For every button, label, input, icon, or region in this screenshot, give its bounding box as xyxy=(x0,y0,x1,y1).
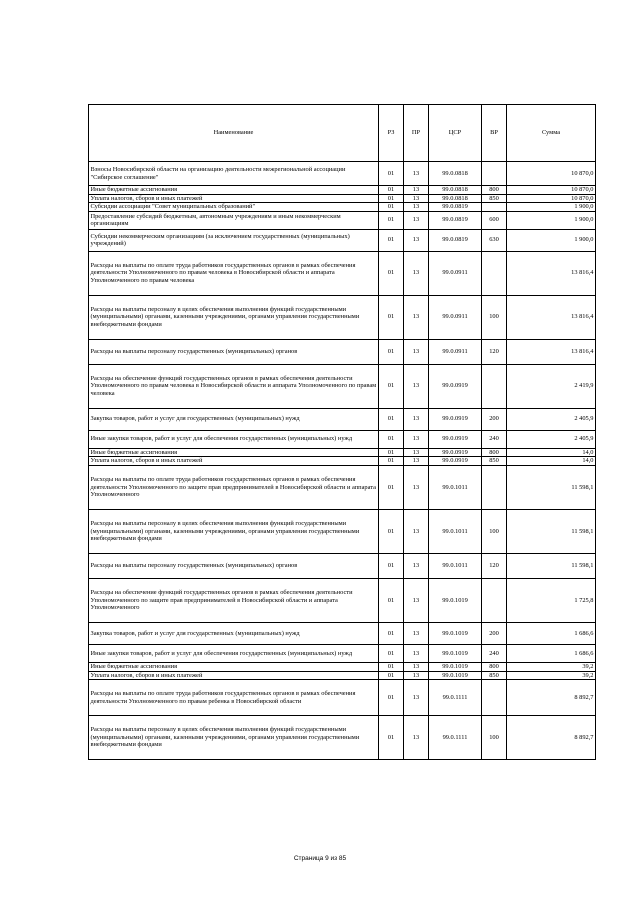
cell-rz: 01 xyxy=(379,203,404,212)
cell-rz: 01 xyxy=(379,211,404,229)
cell-name: Расходы на выплаты персоналу государственных (муниципальных) органов xyxy=(89,553,379,578)
cell-sum: 10 870,0 xyxy=(507,194,596,203)
cell-rz: 01 xyxy=(379,509,404,553)
cell-csr: 99.0.0919 xyxy=(429,408,482,430)
cell-sum: 1 900,0 xyxy=(507,203,596,212)
cell-csr: 99.0.0919 xyxy=(429,457,482,466)
cell-rz: 01 xyxy=(379,162,404,186)
cell-pr: 13 xyxy=(404,194,429,203)
cell-sum: 1 725,8 xyxy=(507,578,596,622)
cell-sum: 2 405,9 xyxy=(507,408,596,430)
cell-vr: 850 xyxy=(482,671,507,680)
cell-sum: 1 900,0 xyxy=(507,211,596,229)
cell-rz: 01 xyxy=(379,457,404,466)
page-number: Страница 9 из 85 xyxy=(293,855,347,862)
cell-pr: 13 xyxy=(404,465,429,509)
cell-csr: 99.0.0919 xyxy=(429,448,482,457)
cell-vr xyxy=(482,465,507,509)
cell-name: Расходы на выплаты персоналу государственных (муниципальных) органов xyxy=(89,339,379,364)
cell-sum: 14,0 xyxy=(507,457,596,466)
cell-pr: 13 xyxy=(404,211,429,229)
table-row xyxy=(89,339,596,364)
cell-csr: 99.0.0819 xyxy=(429,211,482,229)
table-row xyxy=(89,194,596,203)
cell-vr: 200 xyxy=(482,408,507,430)
cell-name: Иные бюджетные ассигнования xyxy=(89,662,379,671)
table-row xyxy=(89,229,596,251)
cell-name: Расходы на обеспечение функций государственных органов в рамках обеспечения деятельности Уполномоченного по защите прав предпринимателей в Новосибирской области и аппарата Уполномоченного xyxy=(89,578,379,622)
cell-rz: 01 xyxy=(379,339,404,364)
cell-pr: 13 xyxy=(404,644,429,662)
cell-sum: 39,2 xyxy=(507,662,596,671)
cell-pr: 13 xyxy=(404,364,429,408)
table-header-row xyxy=(89,105,596,162)
cell-vr: 120 xyxy=(482,339,507,364)
table-row xyxy=(89,578,596,622)
cell-rz: 01 xyxy=(379,578,404,622)
table-row xyxy=(89,671,596,680)
cell-csr: 99.0.0911 xyxy=(429,295,482,339)
cell-vr: 100 xyxy=(482,509,507,553)
table-row xyxy=(89,251,596,295)
cell-name: Иные бюджетные ассигнования xyxy=(89,448,379,457)
cell-pr: 13 xyxy=(404,229,429,251)
cell-csr: 99.0.0919 xyxy=(429,430,482,448)
cell-vr: 800 xyxy=(482,448,507,457)
cell-rz: 01 xyxy=(379,671,404,680)
table-row xyxy=(89,430,596,448)
cell-sum: 8 892,7 xyxy=(507,680,596,716)
cell-vr: 240 xyxy=(482,430,507,448)
table-row xyxy=(89,716,596,760)
cell-pr: 13 xyxy=(404,448,429,457)
table-row xyxy=(89,408,596,430)
cell-rz: 01 xyxy=(379,295,404,339)
header-pr: ПР xyxy=(404,105,429,162)
budget-table xyxy=(88,104,596,760)
cell-vr: 100 xyxy=(482,716,507,760)
cell-sum: 13 816,4 xyxy=(507,251,596,295)
cell-name: Взносы Новосибирской области на организацию деятельности межрегиональной ассоциации "Сибирское соглашение" xyxy=(89,162,379,186)
cell-csr: 99.0.0919 xyxy=(429,364,482,408)
cell-sum: 11 598,1 xyxy=(507,509,596,553)
cell-sum: 13 816,4 xyxy=(507,339,596,364)
table-row xyxy=(89,211,596,229)
cell-vr: 800 xyxy=(482,186,507,195)
cell-vr: 800 xyxy=(482,662,507,671)
cell-csr: 99.0.1011 xyxy=(429,509,482,553)
table-row xyxy=(89,203,596,212)
cell-sum: 39,2 xyxy=(507,671,596,680)
cell-rz: 01 xyxy=(379,448,404,457)
cell-vr: 850 xyxy=(482,194,507,203)
header-sum: Сумма xyxy=(507,105,596,162)
cell-csr: 99.0.0818 xyxy=(429,186,482,195)
cell-name: Субсидии некоммерческим организациям (за исключением государственных (муниципальных) учреждений) xyxy=(89,229,379,251)
cell-pr: 13 xyxy=(404,457,429,466)
cell-name: Иные бюджетные ассигнования xyxy=(89,186,379,195)
cell-name: Предоставление субсидий бюджетным, автономным учреждениям и иным некоммерческим организациям xyxy=(89,211,379,229)
table-row xyxy=(89,186,596,195)
cell-sum: 10 870,0 xyxy=(507,162,596,186)
cell-name: Расходы на выплаты персоналу в целях обеспечения выполнения функций государственными (муниципальными) органами, казенными учреждениями, органами управления государственными внебюджетными фондами xyxy=(89,509,379,553)
cell-vr xyxy=(482,162,507,186)
header-rz: РЗ xyxy=(379,105,404,162)
cell-vr xyxy=(482,364,507,408)
cell-vr: 100 xyxy=(482,295,507,339)
cell-csr: 99.0.0818 xyxy=(429,162,482,186)
cell-rz: 01 xyxy=(379,644,404,662)
cell-vr: 200 xyxy=(482,622,507,644)
cell-vr xyxy=(482,680,507,716)
cell-vr: 600 xyxy=(482,211,507,229)
cell-rz: 01 xyxy=(379,622,404,644)
cell-sum: 2 419,9 xyxy=(507,364,596,408)
cell-csr: 99.0.1019 xyxy=(429,622,482,644)
cell-name: Расходы на выплаты персоналу в целях обеспечения выполнения функций государственными (муниципальными) органами, казенными учреждениями, органами управления государственными внебюджетными фондами xyxy=(89,295,379,339)
cell-pr: 13 xyxy=(404,339,429,364)
cell-name: Расходы на выплаты по оплате труда работников государственных органов в рамках обеспечения деятельности Уполномоченного по защите прав предпринимателей в Новосибирской области и аппарата Уполномоченного xyxy=(89,465,379,509)
cell-pr: 13 xyxy=(404,716,429,760)
cell-rz: 01 xyxy=(379,251,404,295)
table-row xyxy=(89,162,596,186)
cell-pr: 13 xyxy=(404,622,429,644)
cell-rz: 01 xyxy=(379,465,404,509)
cell-rz: 01 xyxy=(379,194,404,203)
cell-pr: 13 xyxy=(404,430,429,448)
cell-vr: 240 xyxy=(482,644,507,662)
table-row xyxy=(89,364,596,408)
cell-vr xyxy=(482,203,507,212)
cell-pr: 13 xyxy=(404,408,429,430)
cell-csr: 99.0.1111 xyxy=(429,716,482,760)
table-row xyxy=(89,662,596,671)
cell-csr: 99.0.1019 xyxy=(429,644,482,662)
table-row xyxy=(89,644,596,662)
cell-name: Иные закупки товаров, работ и услуг для обеспечения государственных (муниципальных) нужд xyxy=(89,430,379,448)
table-row xyxy=(89,509,596,553)
cell-pr: 13 xyxy=(404,578,429,622)
cell-sum: 8 892,7 xyxy=(507,716,596,760)
cell-rz: 01 xyxy=(379,229,404,251)
cell-sum: 11 598,1 xyxy=(507,553,596,578)
cell-csr: 99.0.0819 xyxy=(429,229,482,251)
cell-sum: 1 686,6 xyxy=(507,644,596,662)
cell-sum: 2 405,9 xyxy=(507,430,596,448)
cell-rz: 01 xyxy=(379,680,404,716)
table-row xyxy=(89,457,596,466)
cell-sum: 1 686,6 xyxy=(507,622,596,644)
cell-pr: 13 xyxy=(404,662,429,671)
cell-name: Закупка товаров, работ и услуг для государственных (муниципальных) нужд xyxy=(89,622,379,644)
cell-rz: 01 xyxy=(379,553,404,578)
cell-sum: 11 598,1 xyxy=(507,465,596,509)
cell-pr: 13 xyxy=(404,295,429,339)
cell-pr: 13 xyxy=(404,509,429,553)
cell-rz: 01 xyxy=(379,186,404,195)
cell-name: Расходы на выплаты по оплате труда работников государственных органов в рамках обеспечения деятельности Уполномоченного по правам ребенка в Новосибирской области xyxy=(89,680,379,716)
cell-csr: 99.0.1019 xyxy=(429,578,482,622)
cell-csr: 99.0.1019 xyxy=(429,662,482,671)
cell-pr: 13 xyxy=(404,162,429,186)
table-row xyxy=(89,680,596,716)
cell-pr: 13 xyxy=(404,671,429,680)
header-vr: ВР xyxy=(482,105,507,162)
cell-csr: 99.0.1019 xyxy=(429,671,482,680)
cell-vr xyxy=(482,578,507,622)
header-csr: ЦСР xyxy=(429,105,482,162)
cell-pr: 13 xyxy=(404,251,429,295)
cell-name: Иные закупки товаров, работ и услуг для обеспечения государственных (муниципальных) нужд xyxy=(89,644,379,662)
cell-csr: 99.0.1011 xyxy=(429,553,482,578)
cell-pr: 13 xyxy=(404,186,429,195)
cell-rz: 01 xyxy=(379,662,404,671)
cell-sum: 10 870,0 xyxy=(507,186,596,195)
cell-name: Закупка товаров, работ и услуг для государственных (муниципальных) нужд xyxy=(89,408,379,430)
cell-name: Уплата налогов, сборов и иных платежей xyxy=(89,194,379,203)
cell-pr: 13 xyxy=(404,553,429,578)
cell-name: Расходы на обеспечение функций государственных органов в рамках обеспечения деятельности Уполномоченного по правам человека в Новосибирской области и аппарата Уполномоченного по правам человека xyxy=(89,364,379,408)
cell-csr: 99.0.1011 xyxy=(429,465,482,509)
cell-vr: 850 xyxy=(482,457,507,466)
cell-rz: 01 xyxy=(379,716,404,760)
cell-name: Расходы на выплаты персоналу в целях обеспечения выполнения функций государственными (муниципальными) органами, казенными учреждениями, органами управления государственными внебюджетными фондами xyxy=(89,716,379,760)
cell-rz: 01 xyxy=(379,408,404,430)
cell-csr: 99.0.0819 xyxy=(429,203,482,212)
cell-name: Уплата налогов, сборов и иных платежей xyxy=(89,671,379,680)
cell-vr: 120 xyxy=(482,553,507,578)
cell-csr: 99.0.0818 xyxy=(429,194,482,203)
cell-pr: 13 xyxy=(404,680,429,716)
cell-rz: 01 xyxy=(379,364,404,408)
cell-name: Расходы на выплаты по оплате труда работников государственных органов в рамках обеспечения деятельности Уполномоченного по правам человека в Новосибирской области и аппарата Уполномоченного по правам человека xyxy=(89,251,379,295)
cell-name: Субсидии ассоциации "Совет муниципальных образований" xyxy=(89,203,379,212)
table-row xyxy=(89,622,596,644)
table-row xyxy=(89,448,596,457)
cell-sum: 14,0 xyxy=(507,448,596,457)
cell-csr: 99.0.0911 xyxy=(429,251,482,295)
cell-pr: 13 xyxy=(404,203,429,212)
header-name: Наименование xyxy=(89,105,379,162)
cell-rz: 01 xyxy=(379,430,404,448)
cell-csr: 99.0.1111 xyxy=(429,680,482,716)
table-row xyxy=(89,553,596,578)
cell-sum: 1 900,0 xyxy=(507,229,596,251)
cell-csr: 99.0.0911 xyxy=(429,339,482,364)
cell-sum: 13 816,4 xyxy=(507,295,596,339)
cell-vr: 630 xyxy=(482,229,507,251)
cell-vr xyxy=(482,251,507,295)
cell-name: Уплата налогов, сборов и иных платежей xyxy=(89,457,379,466)
table-row xyxy=(89,465,596,509)
table-row xyxy=(89,295,596,339)
